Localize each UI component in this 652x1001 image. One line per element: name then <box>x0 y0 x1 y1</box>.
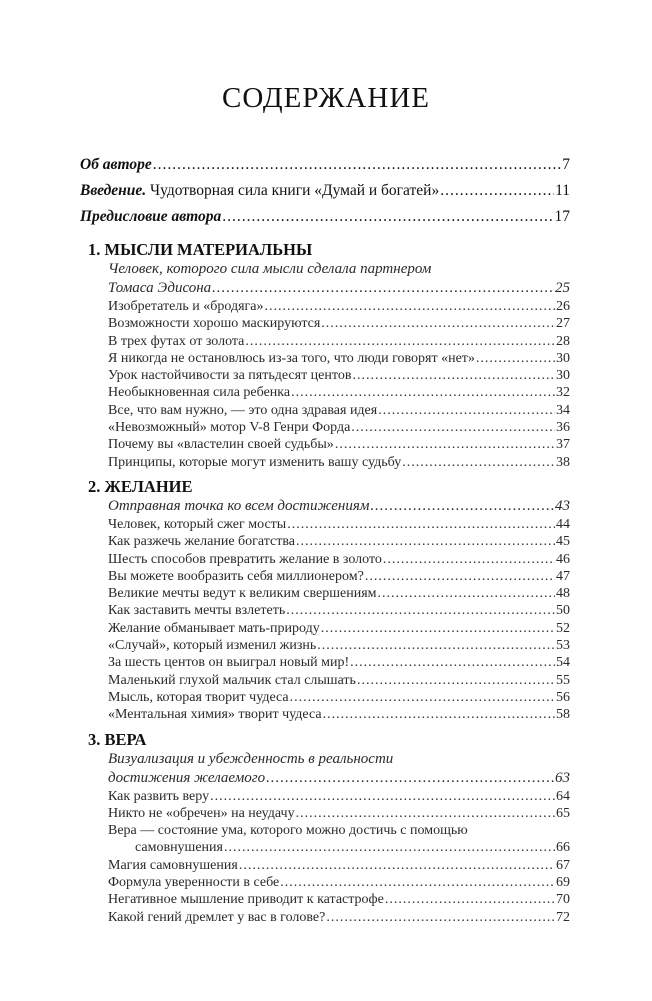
page-number: 37 <box>556 437 570 453</box>
entry-title <box>80 208 221 226</box>
leader-dots <box>264 298 555 315</box>
entry-title: Желание обманывает мать-природу <box>108 620 320 636</box>
leader-dots <box>357 672 555 689</box>
section-subtitle-entry[interactable] <box>80 497 570 516</box>
entry-title: Как разжечь желание богатства <box>108 534 296 550</box>
leader-dots <box>245 333 555 350</box>
entry-title: Великие мечты ведут к великим свершениям <box>108 586 377 602</box>
toc-entry[interactable] <box>80 402 570 419</box>
page-number: 46 <box>556 551 570 567</box>
toc-entry[interactable] <box>80 874 570 891</box>
page-number: 63 <box>555 769 570 786</box>
leader-dots <box>317 637 555 654</box>
entry-title: В трех футах от золота <box>108 333 245 349</box>
toc-entry[interactable] <box>80 706 570 723</box>
entry-rest: Чудотворная сила книги «Думай и богатей» <box>146 182 440 199</box>
leader-dots <box>296 805 555 822</box>
section-heading: 3. ВЕРА <box>88 729 147 749</box>
section-subtitle-entry[interactable] <box>80 279 570 298</box>
page-number: 11 <box>555 182 570 199</box>
entry-title: Изобретатель и «бродяга» <box>108 299 264 314</box>
toc-entry[interactable] <box>80 384 570 401</box>
leader-dots <box>351 419 555 436</box>
page-number: 47 <box>556 568 570 584</box>
toc-entry[interactable] <box>80 637 570 654</box>
section-subtitle-line: Визуализация и убежденность в реальности <box>108 750 394 767</box>
toc-entry[interactable] <box>80 788 570 805</box>
leader-dots <box>365 568 555 585</box>
table-of-contents <box>80 156 570 926</box>
toc-entry[interactable] <box>80 298 570 315</box>
leader-dots <box>370 497 554 516</box>
entry-title: «Ментальная химия» творит чудеса <box>108 707 322 723</box>
page-number: 67 <box>556 857 570 873</box>
toc-entry[interactable] <box>80 654 570 671</box>
leader-dots <box>210 788 555 805</box>
page-number: 56 <box>556 689 570 705</box>
entry-title: Никто не «обречен» на неудачу <box>108 805 295 821</box>
toc-entry[interactable] <box>80 454 570 471</box>
entry-title: Негативное мышление приводит к катастрофе <box>108 892 384 908</box>
entry-label: Введение. <box>80 182 147 199</box>
entry-title <box>80 156 152 174</box>
toc-entry[interactable] <box>80 585 570 602</box>
page-number: 48 <box>556 586 570 602</box>
entry-title: Мысль, которая творит чудеса <box>108 689 289 705</box>
entry-title: Возможности хорошо маскируются <box>108 316 321 332</box>
entry-title: Я никогда не остановлюсь из-за того, что люди говорят «нет» <box>108 350 475 366</box>
toc-entry[interactable] <box>80 568 570 585</box>
page-number: 66 <box>556 840 570 856</box>
toc-entry[interactable] <box>80 350 570 367</box>
toc-entry[interactable] <box>80 367 570 384</box>
entry-title: Почему вы «властелин своей судьбы» <box>108 437 334 453</box>
toc-entry-front[interactable] <box>80 156 570 182</box>
leader-dots <box>286 602 555 619</box>
leader-dots <box>287 516 555 533</box>
toc-entry-front[interactable] <box>80 208 570 234</box>
leader-dots <box>335 436 555 453</box>
page-number: 64 <box>556 788 570 804</box>
section-subtitle-entry[interactable] <box>80 769 570 788</box>
entry-title: Урок настойчивости за пятьдесят центов <box>108 368 352 384</box>
entry-title: Магия самовнушения <box>108 857 238 873</box>
leader-dots <box>224 839 555 856</box>
leader-dots <box>476 350 555 367</box>
toc-entry[interactable] <box>80 620 570 637</box>
toc-entry[interactable] <box>80 689 570 706</box>
entry-title: Какой гений дремлет у вас в голове? <box>108 909 326 925</box>
page-title: СОДЕРЖАНИЕ <box>222 82 430 114</box>
toc-entry[interactable] <box>80 419 570 436</box>
leader-dots <box>383 551 555 568</box>
leader-dots <box>239 857 555 874</box>
toc-entry[interactable] <box>80 533 570 550</box>
entry-title: Как развить веру <box>108 788 210 804</box>
entry-title: Томаса Эдисона <box>108 280 212 296</box>
entry-title: самовнушения <box>135 840 223 856</box>
entry-label: Предисловие автора <box>80 208 222 225</box>
section-heading: 1. МЫСЛИ МАТЕРИАЛЬНЫ <box>88 240 313 259</box>
leader-dots <box>350 654 555 671</box>
leader-dots <box>440 182 554 200</box>
toc-entry[interactable] <box>80 333 570 350</box>
page-number: 34 <box>556 402 570 418</box>
page-number: 7 <box>562 156 570 173</box>
toc-entry[interactable] <box>80 602 570 619</box>
leader-dots <box>280 874 555 891</box>
leader-dots <box>291 384 555 401</box>
leader-dots <box>385 891 555 908</box>
entry-title: Необыкновенная сила ребенка <box>108 385 291 401</box>
page-number: 36 <box>556 420 570 436</box>
leader-dots <box>321 315 555 332</box>
leader-dots <box>321 620 555 637</box>
page-number: 26 <box>556 299 570 314</box>
page-number: 65 <box>556 805 570 821</box>
toc-entry[interactable] <box>80 909 570 926</box>
page-number: 25 <box>555 280 570 296</box>
entry-title: Формула уверенности в себе <box>108 875 280 891</box>
leader-dots <box>378 585 555 602</box>
leader-dots <box>326 909 555 926</box>
page-number: 70 <box>556 892 570 908</box>
toc-entry[interactable] <box>80 315 570 332</box>
page-number: 45 <box>556 534 570 550</box>
leader-dots <box>290 689 555 706</box>
page-number: 55 <box>556 672 570 688</box>
toc-entry-line[interactable]: Вера — состояние ума, которого можно достичь с помощью <box>108 823 468 839</box>
entry-title: Как заставить мечты взлететь <box>108 603 286 619</box>
entry-title: «Случай», который изменил жизнь <box>108 638 317 654</box>
page-number: 43 <box>555 497 570 514</box>
page-number: 50 <box>556 603 570 619</box>
leader-dots <box>212 279 554 298</box>
entry-title: Принципы, которые могут изменить вашу судьбу <box>108 454 402 470</box>
leader-dots <box>323 706 555 723</box>
page-number: 38 <box>556 454 570 470</box>
toc-entry[interactable] <box>80 516 570 533</box>
toc-entry[interactable] <box>80 672 570 689</box>
entry-title: Человек, который сжег мосты <box>108 516 287 532</box>
page-number: 17 <box>554 208 570 225</box>
toc-entry[interactable] <box>80 551 570 568</box>
entry-title: Все, что вам нужно, — это одна здравая идея <box>108 402 378 418</box>
page-number: 52 <box>556 620 570 636</box>
section-subtitle-line: Человек, которого сила мысли сделала партнером <box>108 261 432 277</box>
leader-dots <box>402 454 555 471</box>
page-number: 44 <box>556 516 570 532</box>
page-number: 58 <box>556 707 570 723</box>
toc-entry[interactable] <box>80 857 570 874</box>
toc-section <box>80 477 570 724</box>
entry-title: достижения желаемого <box>108 769 266 786</box>
leader-dots <box>352 367 555 384</box>
toc-section <box>80 730 570 926</box>
entry-title: Вы можете вообразить себя миллионером? <box>108 568 364 584</box>
page-number: 30 <box>556 368 570 384</box>
entry-title: «Невозможный» мотор V-8 Генри Форда <box>108 420 351 436</box>
toc-entry[interactable] <box>80 891 570 908</box>
leader-dots <box>378 402 555 419</box>
leader-dots <box>266 769 554 788</box>
entry-title: Шесть способов превратить желание в золото <box>108 551 382 567</box>
page-number: 27 <box>556 316 570 332</box>
toc-entry[interactable] <box>80 436 570 453</box>
page-number: 53 <box>556 638 570 654</box>
entry-label: Об авторе <box>80 156 152 173</box>
toc-entry[interactable] <box>80 805 570 822</box>
entry-title: Маленький глухой мальчик стал слышать <box>108 672 356 688</box>
leader-dots <box>153 156 562 174</box>
page-number: 32 <box>556 385 570 401</box>
leader-dots <box>222 208 553 226</box>
entry-title: Отправная точка ко всем достижениям <box>108 497 370 514</box>
section-heading: 2. ЖЕЛАНИЕ <box>88 476 193 496</box>
page-number: 30 <box>556 350 570 366</box>
toc-entry-front[interactable] <box>80 182 570 208</box>
page-number: 72 <box>556 909 570 925</box>
toc-section <box>80 240 570 471</box>
toc-entry[interactable] <box>80 839 570 856</box>
page-number: 28 <box>556 333 570 349</box>
page-number: 54 <box>556 655 570 671</box>
leader-dots <box>296 533 555 550</box>
entry-title <box>80 182 439 200</box>
page-number: 69 <box>556 875 570 891</box>
entry-title: За шесть центов он выиграл новый мир! <box>108 655 350 671</box>
